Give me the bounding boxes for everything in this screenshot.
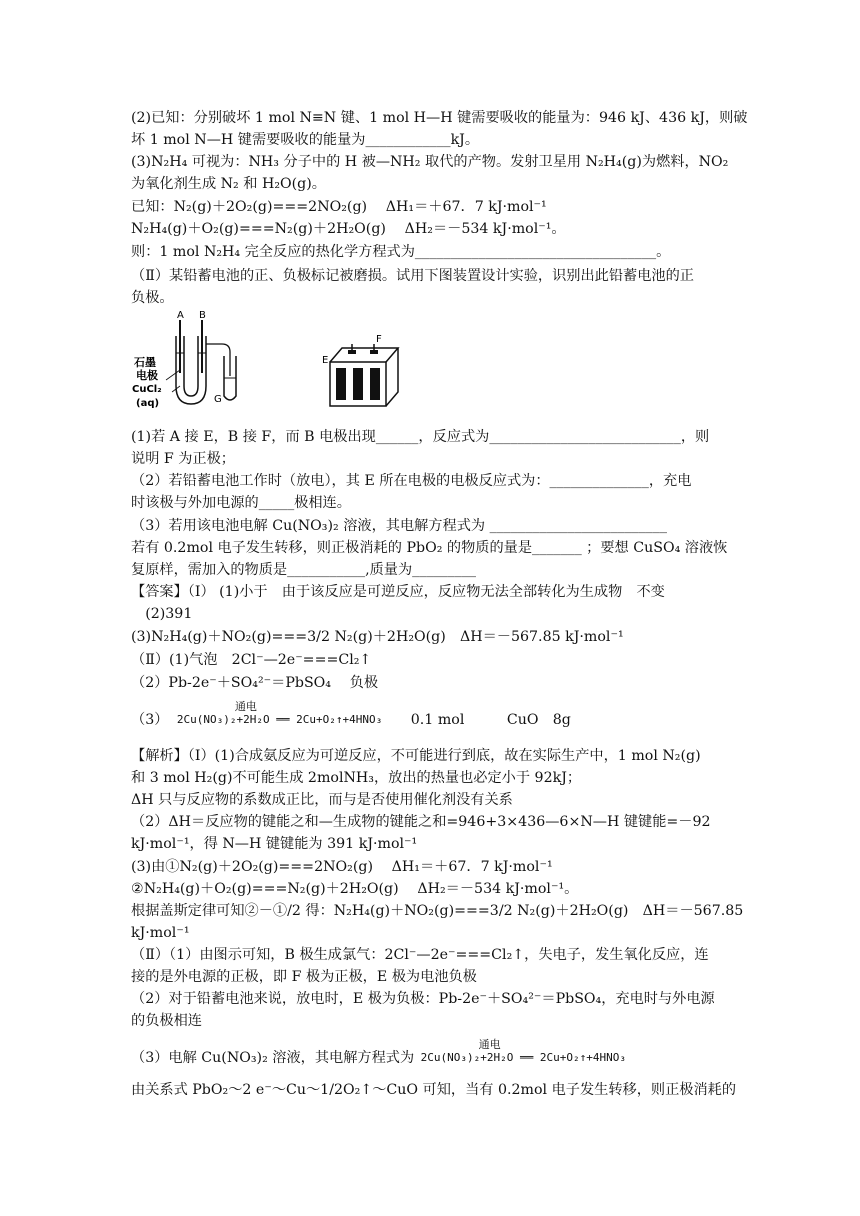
text-line: (3)由①N₂(g)＋2O₂(g)===2NO₂(g) ΔH₁＝＋67．7 kJ·mol⁻¹ (131, 859, 553, 875)
equation-text: 2Cu(NO₃)₂+2H₂O ══ 2Cu+O₂↑+4HNO₃ (176, 713, 383, 726)
label-e: E (322, 355, 329, 366)
text-line: 已知：N₂(g)＋2O₂(g)===2NO₂(g) ΔH₁＝＋67．7 kJ·mol⁻¹ (131, 199, 547, 215)
text-line: 由关系式 PbO₂～2 e⁻～Cu～1/2O₂↑～CuO 可知，当有 0.2mol 电子发生转移，则正极消耗的 (131, 1082, 737, 1098)
label-electrode: 电极 (136, 369, 158, 382)
text-line: N₂H₄(g)＋O₂(g)===N₂(g)＋2H₂O(g) ΔH₂＝－534 kJ·mol⁻¹。 (131, 221, 566, 237)
text-line: (3)N₂H₄(g)＋NO₂(g)===3/2 N₂(g)＋2H₂O(g) ΔH＝－567.85 kJ·mol⁻¹ (131, 629, 624, 645)
text-line: (3)N₂H₄ 可视为：NH₃ 分子中的 H 被—NH₂ 取代的产物。发射卫星用 N₂H₄(g)为燃料，NO₂ (131, 154, 729, 170)
analysis-3-line (131, 1038, 731, 1074)
text-line: （2）对于铅蓄电池来说，放电时，E 极为负极：Pb-2e⁻＋SO₄²⁻＝PbSO₄，充电时与外电源 (131, 991, 715, 1007)
text-line: 则：1 mol N₂H₄ 完全反应的热化学方程式为__________________________________。 (131, 244, 671, 260)
text-line: (1)若 A 接 E，B 接 F，而 B 电极出现______，反应式为___________________________，则 (131, 429, 710, 445)
text-line: 和 3 mol H₂(g)不可能生成 2molNH₃，放出的热量也必定小于 92kJ； (131, 770, 582, 786)
text-line: 复原样，需加入的物质是___________,质量为_________ (131, 562, 477, 578)
apparatus-figure (130, 308, 400, 418)
text-line: 的负极相连 (131, 1013, 202, 1029)
text-line: (2)已知：分别破坏 1 mol N≡N 键、1 mol H—H 键需要吸收的能量为：946 kJ、436 kJ，则破 (131, 110, 748, 126)
label-a: A (177, 310, 184, 321)
answer-3-prefix: （3） (131, 712, 169, 728)
text-line: 若有 0.2mol 电子发生转移，则正极消耗的 PbO₂ 的物质的量是_______ ；要想 CuSO₄ 溶液恢 (131, 540, 728, 556)
text-line: ΔH 只与反应物的系数成正比，而与是否使用催化剂没有关系 (131, 792, 513, 808)
text-line: （Ⅱ）(1)气泡 2Cl⁻—2e⁻===Cl₂↑ (131, 652, 372, 668)
text-line: （Ⅱ）（1）由图示可知，B 极生成氯气：2Cl⁻—2e⁻===Cl₂↑，失电子，发生氧化反应，连 (131, 947, 709, 963)
text-line: （2）ΔH＝反应物的键能之和—生成物的键能之和=946+3×436—6×N—H 键键能=－92 (131, 814, 711, 830)
label-g: G (214, 394, 222, 405)
text-line: （2）若铅蓄电池工作时（放电），其 E 所在电极的电极反应式为：______________，充电 (131, 473, 692, 489)
label-b: B (199, 310, 206, 321)
text-line: 为氧化剂生成 N₂ 和 H₂O(g)。 (131, 176, 326, 192)
label-f: F (376, 334, 382, 345)
apparatus-diagram (130, 308, 400, 418)
text-line: 负极。 (131, 290, 174, 306)
label-graphite: 石墨 (134, 356, 156, 369)
answer-3-tail: 0.1 mol CuO 8g (410, 712, 571, 728)
text-line: 接的是外电源的正极，即 F 极为正极，E 极为电池负极 (131, 969, 477, 985)
equation-condition: 通电 (234, 700, 257, 713)
equation-image (420, 1038, 626, 1068)
answer-heading: 【答案】（Ⅰ） (1)小于 由于该反应是可逆反应，反应物无法全部转化为生成物 不变 (131, 584, 665, 600)
text-line: （3）若用该电池电解 Cu(NO₃)₂ 溶液，其电解方程式为 _________________________ (131, 518, 667, 534)
text-line: 坏 1 mol N—H 键需要吸收的能量为____________kJ。 (131, 132, 480, 148)
equation-text: 2Cu(NO₃)₂+2H₂O ══ 2Cu+O₂↑+4HNO₃ (420, 1051, 626, 1064)
analysis-3-prefix: （3）电解 Cu(NO₃)₂ 溶液，其电解方程式为 (131, 1050, 415, 1066)
label-cucl2: CuCl₂ (132, 384, 162, 395)
text-line: kJ·mol⁻¹，得 N—H 键键能为 391 kJ·mol⁻¹ (131, 836, 418, 852)
equation-condition: 通电 (478, 1038, 501, 1051)
text-line: ②N₂H₄(g)＋O₂(g)===N₂(g)＋2H₂O(g) ΔH₂＝－534 kJ·mol⁻¹。 (131, 881, 579, 897)
text-line: （2）Pb-2e⁻＋SO₄²⁻＝PbSO₄ 负极 (131, 675, 379, 691)
text-line: 时该极与外加电源的_____极相连。 (131, 495, 351, 511)
text-line: (2)391 (131, 606, 193, 622)
answer-3-line (131, 700, 731, 736)
text-line: 说明 F 为正极； (131, 451, 235, 467)
text-line: 根据盖斯定律可知②－①/2 得：N₂H₄(g)＋NO₂(g)===3/2 N₂(g)＋2H₂O(g) ΔH＝－567.85 (131, 903, 744, 919)
text-line: kJ·mol⁻¹ (131, 925, 190, 941)
equation-image (176, 700, 383, 730)
label-aq: (aq) (136, 398, 160, 409)
analysis-heading: 【解析】（Ⅰ）(1)合成氨反应为可逆反应，不可能进行到底，故在实际生产中，1 mol N₂(g) (131, 748, 701, 764)
text-line: （Ⅱ）某铅蓄电池的正、负极标记被磨损。试用下图装置设计实验，识别出此铅蓄电池的正 (131, 268, 694, 284)
